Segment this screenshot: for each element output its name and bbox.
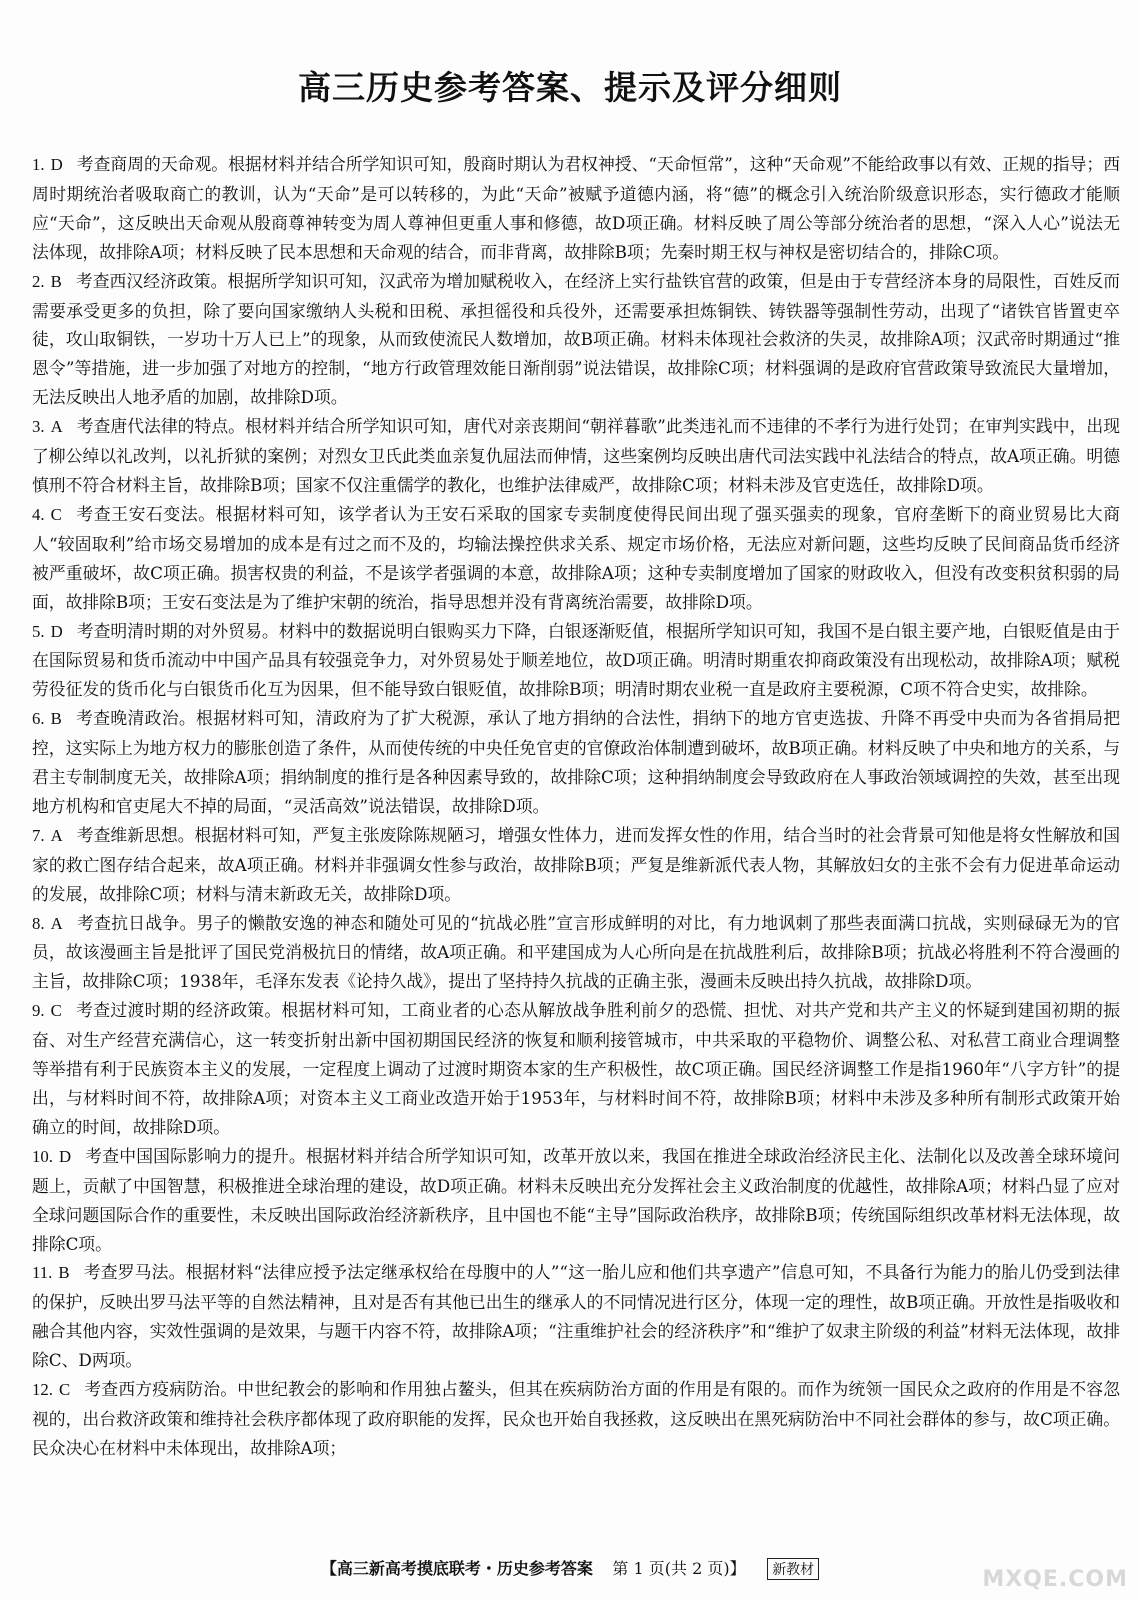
watermark-logo: MXQE.COM bbox=[982, 1567, 1128, 1592]
answer-letter: B bbox=[58, 1263, 70, 1283]
question-number: 10. bbox=[32, 1146, 53, 1166]
question-answer-item bbox=[32, 1142, 1120, 1259]
question-number: 8. bbox=[32, 913, 45, 933]
answer-letter: D bbox=[58, 1146, 72, 1166]
question-number: 12. bbox=[32, 1380, 53, 1400]
question-answer-item bbox=[32, 909, 1120, 997]
question-answer-item bbox=[32, 150, 1120, 267]
explanation-text: 考查抗日战争。男子的懒散安逸的神态和随处可见的“抗战必胜”宣言形成鲜明的对比，有力地讽刺了那些表面满口抗战，实则碌碌无为的官员，故该漫画主旨是批评了国民党消极抗日的情绪，故A项正确。和平建国成为人心所向是在抗战胜利后，故排除B项；抗战必将胜利不符合漫画的主旨，故排除C项；1938年，毛泽东发表《论持久战》，提出了坚持持久抗战的正确主张，漫画未反映出持久抗战，故排除D项。 bbox=[32, 912, 1120, 992]
edition-badge: 新教材 bbox=[767, 1558, 819, 1580]
footer-title: 【高三新高考摸底联考・历史参考答案 bbox=[320, 1559, 593, 1578]
answer-letter: C bbox=[58, 1380, 71, 1400]
answer-letter: A bbox=[50, 417, 63, 437]
question-answer-item bbox=[32, 704, 1120, 821]
answer-letter: B bbox=[50, 709, 62, 729]
question-number: 7. bbox=[32, 825, 45, 845]
answer-letter: C bbox=[50, 1001, 62, 1021]
question-answer-item bbox=[32, 1375, 1120, 1463]
question-number: 5. bbox=[32, 621, 45, 641]
question-answer-item bbox=[32, 821, 1120, 909]
question-number: 11. bbox=[32, 1263, 53, 1283]
question-number: 2. bbox=[32, 271, 45, 291]
answer-letter: A bbox=[50, 825, 63, 845]
question-answer-item bbox=[32, 412, 1120, 500]
explanation-text: 考查西汉经济政策。根据所学知识可知，汉武帝为增加赋税收入，在经济上实行盐铁官营的政策，但是由于专营经济本身的局限性，百姓反而需要承受更多的负担，除了要向国家缴纳人头税和田税、承担徭役和兵役外，还需要承担炼铜铁、铸铁器等强制性劳动，出现了“诸铁官皆置吏卒徒，攻山取铜铁，一岁功十万人已上”的现象，从而致使流民人数增加，故B项正确。材料未体现社会救济的失灵，故排除A项；汉武帝时期通过“推恩令”等措施，进一步加强了对地方的控制，“地方行政管理效能日渐削弱”说法错误，故排除C项；材料强调的是政府官营政策导致流民大量增加，无法反映出人地矛盾的加剧，故排除D项。 bbox=[32, 270, 1120, 408]
question-answer-item bbox=[32, 617, 1120, 705]
explanation-text: 考查罗马法。根据材料“法律应授予法定继承权给在母腹中的人”“这一胎儿应和他们共享遗产”信息可知，不具备行为能力的胎儿仍受到法律的保护，反映出罗马法平等的自然法精神，且对是否有其他已出生的继承人的不同情况进行区分，体现一定的理性，故B项正确。开放性是指吸收和融合其他内容，实效性强调的是效果，与题干内容不符，故排除A项；“注重维护社会的经济秩序”和“维护了奴隶主阶级的利益”材料无法体现，故排除C、D两项。 bbox=[32, 1262, 1120, 1371]
question-number: 6. bbox=[32, 709, 45, 729]
explanation-text: 考查维新思想。根据材料可知，严复主张废除陈规陋习，增强女性体力，进而发挥女性的作用，结合当时的社会背景可知他是将女性解放和国家的救亡图存结合起来，故A项正确。材料并非强调女性参与政治，故排除B项；严复是维新派代表人物，其解放妇女的主张不会有力促进革命运动的发展，故排除C项；材料与清末新政无关，故排除D项。 bbox=[32, 824, 1120, 904]
answer-letter: C bbox=[50, 504, 62, 524]
question-number: 3. bbox=[32, 417, 45, 437]
explanation-text: 考查过渡时期的经济政策。根据材料可知，工商业者的心态从解放战争胜利前夕的恐慌、担忧、对共产党和共产主义的怀疑到建国初期的振奋、对生产经营充满信心，这一转变折射出新中国初期国民经济的恢复和顺利接管城市，中共采取的平稳物价、调整公私、对私营工商业合理调整等举措有利于民族资本主义的发展，一定程度上调动了过渡时期资本家的生产积极性，故C项正确。国民经济调整工作是指1960年“八字方针”的提出，与材料时间不符，故排除A项；对资本主义工商业改造开始于1953年，与材料时间不符，故排除B项；材料中未涉及多种所有制形式政策开始确立的时间，故排除D项。 bbox=[32, 1000, 1120, 1137]
page-footer bbox=[0, 1556, 1140, 1580]
answer-list bbox=[32, 150, 1120, 1463]
question-number: 9. bbox=[32, 1001, 45, 1021]
question-answer-item bbox=[32, 267, 1120, 413]
answer-letter: D bbox=[50, 621, 63, 641]
explanation-text: 考查唐代法律的特点。根材料并结合所学知识可知，唐代对亲丧期间“朝祥暮歌”此类违礼而不违律的不孝行为进行处罚；在审判实践中，出现了柳公绰以礼改判，以礼折狱的案例；对烈女卫氏此类血亲复仇屈法而伸情，这些案例均反映出唐代司法实践中礼法结合的特点，故A项正确。明德慎刑不符合材料主旨，故排除B项；国家不仅注重儒学的教化，也维护法律威严，故排除C项；材料未涉及官吏选任，故排除D项。 bbox=[32, 416, 1120, 495]
question-answer-item bbox=[32, 500, 1120, 617]
answer-letter: B bbox=[50, 271, 62, 291]
page-title: 高三历史参考答案、提示及评分细则 bbox=[298, 68, 842, 107]
question-answer-item bbox=[32, 996, 1120, 1142]
explanation-text: 考查晚清政治。根据材料可知，清政府为了扩大税源，承认了地方捐纳的合法性，捐纳下的地方官吏选拔、升降不再受中央而为各省捐局把控，这实际上为地方权力的膨胀创造了条件，从而使传统的中央任免官吏的官僚政治体制遭到破坏，故B项正确。材料反映了中央和地方的关系，与君主专制制度无关，故排除A项；捐纳制度的推行是各种因素导致的，故排除C项；这种捐纳制度会导致政府在人事政治领域调控的失效，甚至出现地方机构和官吏尾大不掉的局面，“灵活高效”说法错误，故排除D项。 bbox=[32, 708, 1120, 816]
question-number: 4. bbox=[32, 504, 45, 524]
explanation-text: 考查王安石变法。根据材料可知，该学者认为王安石采取的国家专卖制度使得民间出现了强买强卖的现象，官府垄断下的商业贸易比大商人“较固取利”给市场交易增加的成本是有过之而不及的，均输法操控供求关系、规定市场价格，无法应对新问题，这些均反映了民间商品货币经济被严重破坏，故C项正确。损害权贵的利益，不是该学者强调的本意，故排除A项；这种专卖制度增加了国家的财政收入，但没有改变积贫积弱的局面，故排除B项；王安石变法是为了维护宋朝的统治，指导思想并没有背离统治需要，故排除D项。 bbox=[32, 503, 1120, 612]
question-answer-item bbox=[32, 1258, 1120, 1375]
question-number: 1. bbox=[32, 155, 45, 174]
explanation-text: 考查商周的天命观。根据材料并结合所学知识可知，殷商时期认为君权神授、“天命恒常”，这种“天命观”不能给政事以有效、正规的指导；西周时期统治者吸取商亡的教训，认为“天命”是可以转移的，为此“天命”被赋予道德内涵，将“德”的概念引入统治阶级意识形态，实行德政才能顺应“天命”，这反映出天命观从殷商尊神转变为周人尊神但更重人事和修德，故D项正确。材料反映了周公等部分统治者的思想，“深入人心”说法无法体现，故排除A项；材料反映了民本思想和天命观的结合，而非背离，故排除B项；先秦时期王权与神权是密切结合的，排除C项。 bbox=[32, 154, 1120, 262]
answer-letter: A bbox=[50, 913, 63, 933]
answer-letter: D bbox=[50, 155, 63, 174]
explanation-text: 考查西方疫病防治。中世纪教会的影响和作用独占鳌头，但其在疾病防治方面的作用是有限的。而作为统领一国民众之政府的作用是不容忽视的，出台救济政策和维持社会秩序都体现了政府职能的发挥，民众也开始自我拯救，这反映出在黑死病防治中不同社会群体的参与，故C项正确。民众决心在材料中未体现出，故排除A项； bbox=[32, 1379, 1120, 1458]
explanation-text: 考查明清时期的对外贸易。材料中的数据说明白银购买力下降，白银逐渐贬值，根据所学知识可知，我国不是白银主要产地，白银贬值是由于在国际贸易和货币流动中中国产品具有较强竞争力，对外贸易处于顺差地位，故D项正确。明清时期重农抑商政策没有出现松动，故排除A项；赋税劳役征发的货币化与白银货币化互为因果，但不能导致白银贬值，故排除B项；明清时期农业税一直是政府主要税源，C项不符合史实，故排除。 bbox=[32, 620, 1120, 700]
explanation-text: 考查中国国际影响力的提升。根据材料并结合所学知识可知，改革开放以来，我国在推进全球政治经济民主化、法制化以及改善全球环境问题上，贡献了中国智慧，积极推进全球治理的建设，故D项正确。材料未反映出充分发挥社会主义政治制度的优越性，故排除A项；材料凸显了应对全球问题国际合作的重要性，未反映出国际政治经济新秩序，且中国也不能“主导”国际政治秩序，故排除B项；传统国际组织改革材料无法体现，故排除C项。 bbox=[32, 1145, 1120, 1254]
footer-page-number: 第 1 页(共 2 页)】 bbox=[612, 1559, 746, 1578]
